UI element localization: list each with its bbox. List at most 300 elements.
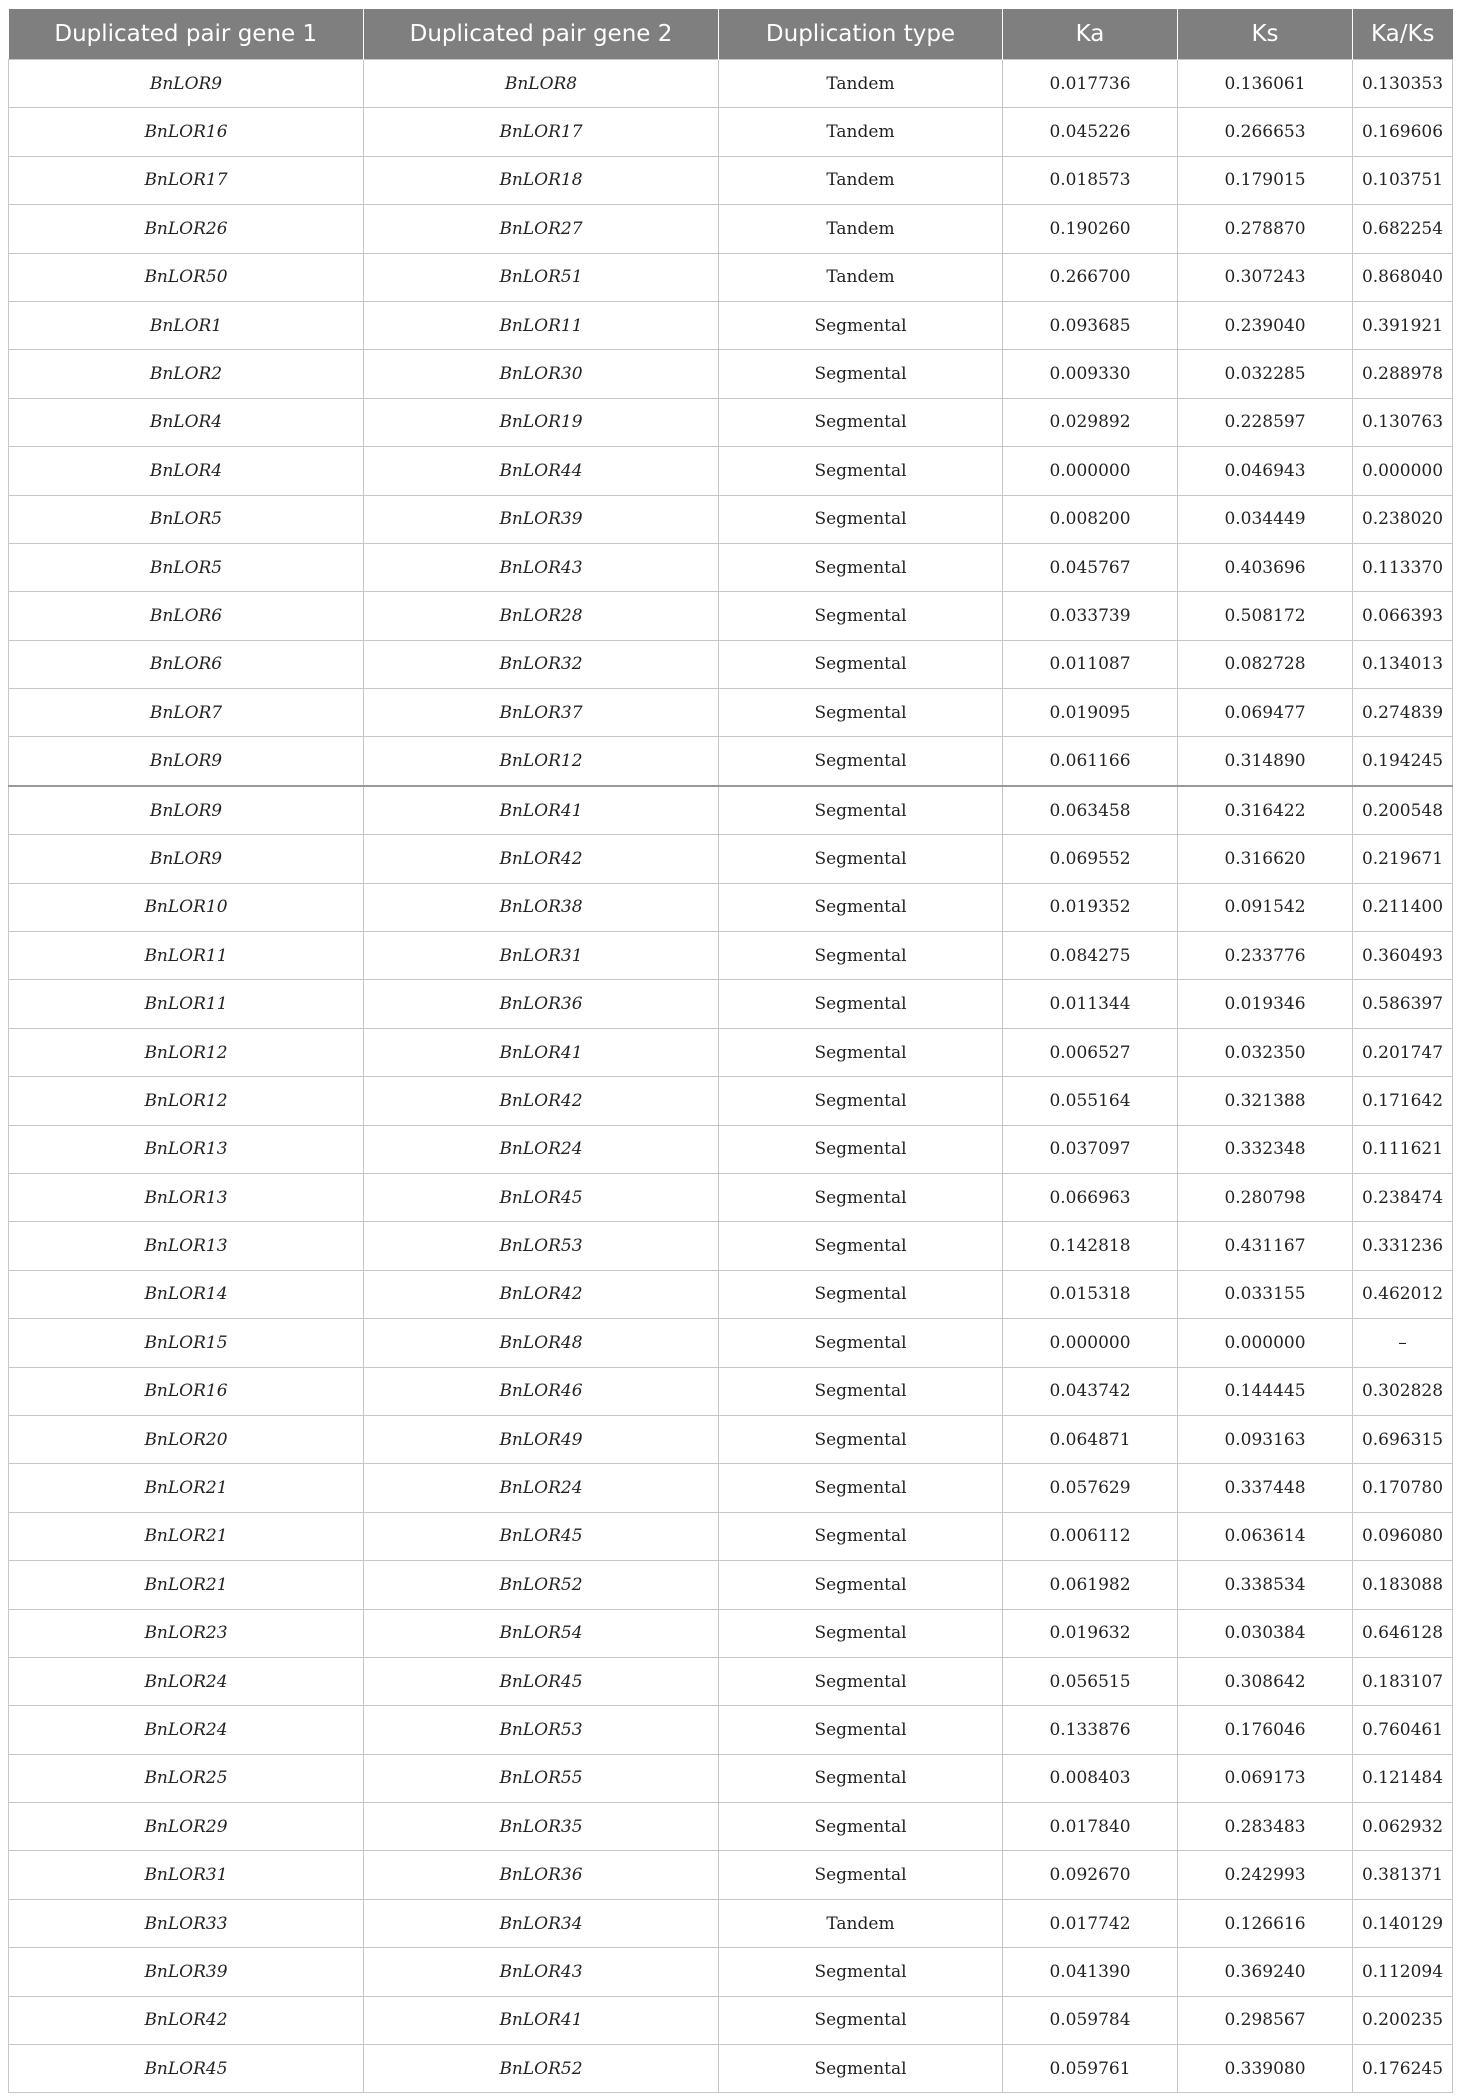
ka-cell: 0.015318 xyxy=(1003,1270,1178,1318)
table-row xyxy=(9,1367,1453,1415)
gene-2-cell: BnLOR48 xyxy=(364,1319,719,1367)
ks-cell: 0.046943 xyxy=(1178,447,1353,495)
ka-ks-cell: 0.066393 xyxy=(1353,592,1453,640)
gene-2-cell: BnLOR24 xyxy=(364,1125,719,1173)
ka-ks-cell: 0.121484 xyxy=(1353,1754,1453,1802)
duplication-type-cell: Segmental xyxy=(719,1270,1003,1318)
table-row xyxy=(9,980,1453,1028)
gene-1-cell: BnLOR10 xyxy=(9,883,364,931)
gene-1-cell: BnLOR42 xyxy=(9,1996,364,2044)
ka-ks-cell: 0.096080 xyxy=(1353,1512,1453,1560)
gene-2-cell: BnLOR53 xyxy=(364,1222,719,1270)
gene-2-cell: BnLOR49 xyxy=(364,1415,719,1463)
table-row xyxy=(9,1899,1453,1947)
ka-ks-cell: 0.140129 xyxy=(1353,1899,1453,1947)
ka-cell: 0.142818 xyxy=(1003,1222,1178,1270)
table-row xyxy=(9,1754,1453,1802)
ka-cell: 0.000000 xyxy=(1003,1319,1178,1367)
gene-2-cell: BnLOR41 xyxy=(364,1028,719,1076)
duplication-type-cell: Segmental xyxy=(719,1948,1003,1996)
gene-2-cell: BnLOR52 xyxy=(364,2045,719,2093)
table-row xyxy=(9,108,1453,156)
ka-cell: 0.061166 xyxy=(1003,737,1178,786)
duplication-type-cell: Segmental xyxy=(719,640,1003,688)
ka-ks-cell: 0.062932 xyxy=(1353,1803,1453,1851)
gene-2-cell: BnLOR27 xyxy=(364,205,719,253)
ka-ks-cell: 0.360493 xyxy=(1353,932,1453,980)
duplication-type-cell: Segmental xyxy=(719,1996,1003,2044)
table-row xyxy=(9,689,1453,737)
duplication-type-cell: Segmental xyxy=(719,737,1003,786)
gene-2-cell: BnLOR46 xyxy=(364,1367,719,1415)
ks-cell: 0.316422 xyxy=(1178,786,1353,835)
ka-cell: 0.019352 xyxy=(1003,883,1178,931)
ka-ks-cell: 0.274839 xyxy=(1353,689,1453,737)
ka-cell: 0.008403 xyxy=(1003,1754,1178,1802)
table-row xyxy=(9,1319,1453,1367)
ks-cell: 0.034449 xyxy=(1178,495,1353,543)
gene-2-cell: BnLOR11 xyxy=(364,301,719,349)
header-ks: Ks xyxy=(1178,9,1353,60)
table-row xyxy=(9,640,1453,688)
gene-1-cell: BnLOR5 xyxy=(9,495,364,543)
table-row xyxy=(9,60,1453,108)
duplication-type-cell: Segmental xyxy=(719,1609,1003,1657)
duplication-type-cell: Segmental xyxy=(719,1512,1003,1560)
duplication-type-cell: Segmental xyxy=(719,1367,1003,1415)
ka-ks-cell: 0.646128 xyxy=(1353,1609,1453,1657)
table-row xyxy=(9,737,1453,786)
table-row xyxy=(9,1028,1453,1076)
gene-1-cell: BnLOR11 xyxy=(9,980,364,1028)
ka-cell: 0.084275 xyxy=(1003,932,1178,980)
duplication-type-cell: Tandem xyxy=(719,205,1003,253)
ka-ks-cell: 0.238020 xyxy=(1353,495,1453,543)
gene-1-cell: BnLOR50 xyxy=(9,253,364,301)
ks-cell: 0.093163 xyxy=(1178,1415,1353,1463)
gene-2-cell: BnLOR35 xyxy=(364,1803,719,1851)
ka-cell: 0.069552 xyxy=(1003,835,1178,883)
duplication-type-cell: Segmental xyxy=(719,1415,1003,1463)
ks-cell: 0.030384 xyxy=(1178,1609,1353,1657)
table-row xyxy=(9,1270,1453,1318)
duplication-type-cell: Segmental xyxy=(719,2045,1003,2093)
ka-cell: 0.019632 xyxy=(1003,1609,1178,1657)
ka-cell: 0.029892 xyxy=(1003,398,1178,446)
duplication-type-cell: Segmental xyxy=(719,835,1003,883)
ks-cell: 0.337448 xyxy=(1178,1464,1353,1512)
gene-2-cell: BnLOR53 xyxy=(364,1706,719,1754)
ks-cell: 0.144445 xyxy=(1178,1367,1353,1415)
table-row xyxy=(9,350,1453,398)
ka-ks-cell: 0.183107 xyxy=(1353,1657,1453,1705)
gene-2-cell: BnLOR45 xyxy=(364,1173,719,1221)
ks-cell: 0.000000 xyxy=(1178,1319,1353,1367)
table-row xyxy=(9,1948,1453,1996)
ks-cell: 0.063614 xyxy=(1178,1512,1353,1560)
table-row xyxy=(9,1609,1453,1657)
ka-cell: 0.006527 xyxy=(1003,1028,1178,1076)
duplication-type-cell: Segmental xyxy=(719,592,1003,640)
ka-ks-cell: 0.696315 xyxy=(1353,1415,1453,1463)
table-row xyxy=(9,1996,1453,2044)
gene-1-cell: BnLOR9 xyxy=(9,737,364,786)
ks-cell: 0.321388 xyxy=(1178,1077,1353,1125)
duplication-type-cell: Segmental xyxy=(719,1803,1003,1851)
ks-cell: 0.338534 xyxy=(1178,1561,1353,1609)
duplication-type-cell: Segmental xyxy=(719,1561,1003,1609)
duplication-type-cell: Segmental xyxy=(719,1754,1003,1802)
table-row xyxy=(9,883,1453,931)
gene-2-cell: BnLOR52 xyxy=(364,1561,719,1609)
gene-2-cell: BnLOR8 xyxy=(364,60,719,108)
ka-cell: 0.055164 xyxy=(1003,1077,1178,1125)
gene-2-cell: BnLOR41 xyxy=(364,786,719,835)
table-row xyxy=(9,1657,1453,1705)
gene-2-cell: BnLOR38 xyxy=(364,883,719,931)
ks-cell: 0.278870 xyxy=(1178,205,1353,253)
gene-1-cell: BnLOR20 xyxy=(9,1415,364,1463)
ks-cell: 0.069477 xyxy=(1178,689,1353,737)
ka-cell: 0.057629 xyxy=(1003,1464,1178,1512)
gene-1-cell: BnLOR45 xyxy=(9,2045,364,2093)
gene-2-cell: BnLOR41 xyxy=(364,1996,719,2044)
gene-2-cell: BnLOR37 xyxy=(364,689,719,737)
ks-cell: 0.176046 xyxy=(1178,1706,1353,1754)
duplication-type-cell: Segmental xyxy=(719,1125,1003,1173)
gene-2-cell: BnLOR54 xyxy=(364,1609,719,1657)
ka-ks-cell: 0.462012 xyxy=(1353,1270,1453,1318)
gene-1-cell: BnLOR29 xyxy=(9,1803,364,1851)
gene-1-cell: BnLOR14 xyxy=(9,1270,364,1318)
ks-cell: 0.308642 xyxy=(1178,1657,1353,1705)
duplication-type-cell: Segmental xyxy=(719,980,1003,1028)
duplication-type-cell: Tandem xyxy=(719,108,1003,156)
ka-ks-cell: 0.111621 xyxy=(1353,1125,1453,1173)
gene-2-cell: BnLOR31 xyxy=(364,932,719,980)
ka-ks-cell: 0.331236 xyxy=(1353,1222,1453,1270)
ka-cell: 0.133876 xyxy=(1003,1706,1178,1754)
gene-1-cell: BnLOR16 xyxy=(9,1367,364,1415)
gene-2-cell: BnLOR36 xyxy=(364,1851,719,1899)
gene-2-cell: BnLOR36 xyxy=(364,980,719,1028)
gene-2-cell: BnLOR43 xyxy=(364,1948,719,1996)
gene-2-cell: BnLOR42 xyxy=(364,835,719,883)
gene-1-cell: BnLOR7 xyxy=(9,689,364,737)
gene-2-cell: BnLOR18 xyxy=(364,156,719,204)
ks-cell: 0.082728 xyxy=(1178,640,1353,688)
ks-cell: 0.316620 xyxy=(1178,835,1353,883)
gene-1-cell: BnLOR12 xyxy=(9,1028,364,1076)
gene-1-cell: BnLOR39 xyxy=(9,1948,364,1996)
gene-2-cell: BnLOR12 xyxy=(364,737,719,786)
gene-2-cell: BnLOR17 xyxy=(364,108,719,156)
duplication-type-cell: Segmental xyxy=(719,1173,1003,1221)
table-row xyxy=(9,543,1453,591)
duplication-type-cell: Tandem xyxy=(719,156,1003,204)
table-row xyxy=(9,253,1453,301)
ka-cell: 0.266700 xyxy=(1003,253,1178,301)
header-ka-ks: Ka/Ks xyxy=(1353,9,1453,60)
ka-cell: 0.093685 xyxy=(1003,301,1178,349)
gene-2-cell: BnLOR32 xyxy=(364,640,719,688)
duplication-type-cell: Tandem xyxy=(719,1899,1003,1947)
ka-cell: 0.041390 xyxy=(1003,1948,1178,1996)
ka-cell: 0.037097 xyxy=(1003,1125,1178,1173)
table-header xyxy=(9,9,1453,60)
duplication-table xyxy=(8,9,1453,2093)
ka-ks-cell: 0.586397 xyxy=(1353,980,1453,1028)
ks-cell: 0.283483 xyxy=(1178,1803,1353,1851)
ks-cell: 0.032350 xyxy=(1178,1028,1353,1076)
ka-ks-cell: 0.171642 xyxy=(1353,1077,1453,1125)
gene-2-cell: BnLOR42 xyxy=(364,1270,719,1318)
ka-ks-cell: 0.201747 xyxy=(1353,1028,1453,1076)
ka-ks-cell: 0.194245 xyxy=(1353,737,1453,786)
table-row xyxy=(9,495,1453,543)
gene-2-cell: BnLOR39 xyxy=(364,495,719,543)
ka-cell: 0.066963 xyxy=(1003,1173,1178,1221)
table-row xyxy=(9,1803,1453,1851)
gene-2-cell: BnLOR19 xyxy=(364,398,719,446)
header-gene-1: Duplicated pair gene 1 xyxy=(9,9,364,60)
gene-2-cell: BnLOR45 xyxy=(364,1657,719,1705)
ks-cell: 0.339080 xyxy=(1178,2045,1353,2093)
header-gene-2: Duplicated pair gene 2 xyxy=(364,9,719,60)
ka-ks-cell: 0.200548 xyxy=(1353,786,1453,835)
ka-ks-cell: 0.238474 xyxy=(1353,1173,1453,1221)
duplication-type-cell: Segmental xyxy=(719,689,1003,737)
ka-ks-cell: 0.288978 xyxy=(1353,350,1453,398)
ka-ks-cell: 0.134013 xyxy=(1353,640,1453,688)
ka-cell: 0.059784 xyxy=(1003,1996,1178,2044)
ks-cell: 0.314890 xyxy=(1178,737,1353,786)
ka-cell: 0.006112 xyxy=(1003,1512,1178,1560)
ka-ks-cell: 0.183088 xyxy=(1353,1561,1453,1609)
ka-ks-cell: 0.868040 xyxy=(1353,253,1453,301)
gene-1-cell: BnLOR24 xyxy=(9,1706,364,1754)
duplication-type-cell: Segmental xyxy=(719,1028,1003,1076)
gene-2-cell: BnLOR30 xyxy=(364,350,719,398)
ka-ks-cell: 0.170780 xyxy=(1353,1464,1453,1512)
gene-1-cell: BnLOR4 xyxy=(9,398,364,446)
duplication-type-cell: Segmental xyxy=(719,398,1003,446)
gene-1-cell: BnLOR17 xyxy=(9,156,364,204)
gene-1-cell: BnLOR13 xyxy=(9,1125,364,1173)
gene-2-cell: BnLOR42 xyxy=(364,1077,719,1125)
ks-cell: 0.307243 xyxy=(1178,253,1353,301)
gene-1-cell: BnLOR33 xyxy=(9,1899,364,1947)
ka-cell: 0.061982 xyxy=(1003,1561,1178,1609)
gene-1-cell: BnLOR31 xyxy=(9,1851,364,1899)
table-row xyxy=(9,156,1453,204)
table-row xyxy=(9,1222,1453,1270)
ks-cell: 0.242993 xyxy=(1178,1851,1353,1899)
gene-2-cell: BnLOR55 xyxy=(364,1754,719,1802)
ka-cell: 0.009330 xyxy=(1003,350,1178,398)
ka-cell: 0.033739 xyxy=(1003,592,1178,640)
ka-ks-cell: 0.302828 xyxy=(1353,1367,1453,1415)
ka-ks-cell: 0.103751 xyxy=(1353,156,1453,204)
duplication-type-cell: Tandem xyxy=(719,60,1003,108)
ks-cell: 0.032285 xyxy=(1178,350,1353,398)
ka-cell: 0.018573 xyxy=(1003,156,1178,204)
ka-ks-cell: 0.381371 xyxy=(1353,1851,1453,1899)
duplication-type-cell: Segmental xyxy=(719,447,1003,495)
gene-1-cell: BnLOR16 xyxy=(9,108,364,156)
gene-1-cell: BnLOR15 xyxy=(9,1319,364,1367)
duplication-type-cell: Segmental xyxy=(719,883,1003,931)
ka-cell: 0.045226 xyxy=(1003,108,1178,156)
table-row xyxy=(9,835,1453,883)
gene-1-cell: BnLOR21 xyxy=(9,1561,364,1609)
gene-1-cell: BnLOR11 xyxy=(9,932,364,980)
ks-cell: 0.280798 xyxy=(1178,1173,1353,1221)
ks-cell: 0.033155 xyxy=(1178,1270,1353,1318)
ks-cell: 0.431167 xyxy=(1178,1222,1353,1270)
table-row xyxy=(9,1706,1453,1754)
gene-1-cell: BnLOR2 xyxy=(9,350,364,398)
ks-cell: 0.091542 xyxy=(1178,883,1353,931)
table-row xyxy=(9,1561,1453,1609)
header-ka: Ka xyxy=(1003,9,1178,60)
ka-ks-cell: – xyxy=(1353,1319,1453,1367)
table-row xyxy=(9,932,1453,980)
duplication-type-cell: Tandem xyxy=(719,253,1003,301)
gene-2-cell: BnLOR51 xyxy=(364,253,719,301)
gene-1-cell: BnLOR21 xyxy=(9,1464,364,1512)
duplication-type-cell: Segmental xyxy=(719,350,1003,398)
ka-ks-cell: 0.211400 xyxy=(1353,883,1453,931)
ks-cell: 0.233776 xyxy=(1178,932,1353,980)
ka-ks-cell: 0.682254 xyxy=(1353,205,1453,253)
ka-cell: 0.017736 xyxy=(1003,60,1178,108)
ks-cell: 0.126616 xyxy=(1178,1899,1353,1947)
gene-1-cell: BnLOR9 xyxy=(9,786,364,835)
gene-1-cell: BnLOR12 xyxy=(9,1077,364,1125)
table-row xyxy=(9,592,1453,640)
ka-ks-cell: 0.112094 xyxy=(1353,1948,1453,1996)
header-row xyxy=(9,9,1453,60)
ka-cell: 0.000000 xyxy=(1003,447,1178,495)
gene-1-cell: BnLOR13 xyxy=(9,1173,364,1221)
gene-1-cell: BnLOR1 xyxy=(9,301,364,349)
duplication-type-cell: Segmental xyxy=(719,1222,1003,1270)
ka-ks-cell: 0.000000 xyxy=(1353,447,1453,495)
table-row xyxy=(9,1512,1453,1560)
ka-ks-cell: 0.200235 xyxy=(1353,1996,1453,2044)
duplication-type-cell: Segmental xyxy=(719,301,1003,349)
table-row xyxy=(9,205,1453,253)
duplication-type-cell: Segmental xyxy=(719,1851,1003,1899)
duplication-type-cell: Segmental xyxy=(719,1464,1003,1512)
ks-cell: 0.069173 xyxy=(1178,1754,1353,1802)
duplication-type-cell: Segmental xyxy=(719,932,1003,980)
table-row xyxy=(9,1077,1453,1125)
table-row xyxy=(9,301,1453,349)
table-row xyxy=(9,1125,1453,1173)
ka-cell: 0.092670 xyxy=(1003,1851,1178,1899)
ka-cell: 0.017840 xyxy=(1003,1803,1178,1851)
gene-1-cell: BnLOR4 xyxy=(9,447,364,495)
table-row xyxy=(9,786,1453,835)
ka-cell: 0.056515 xyxy=(1003,1657,1178,1705)
table-row xyxy=(9,1851,1453,1899)
ks-cell: 0.298567 xyxy=(1178,1996,1353,2044)
ka-cell: 0.019095 xyxy=(1003,689,1178,737)
gene-2-cell: BnLOR34 xyxy=(364,1899,719,1947)
gene-2-cell: BnLOR28 xyxy=(364,592,719,640)
ks-cell: 0.228597 xyxy=(1178,398,1353,446)
ks-cell: 0.179015 xyxy=(1178,156,1353,204)
table-body xyxy=(9,60,1453,2093)
ks-cell: 0.508172 xyxy=(1178,592,1353,640)
ks-cell: 0.019346 xyxy=(1178,980,1353,1028)
ka-cell: 0.011344 xyxy=(1003,980,1178,1028)
ka-cell: 0.064871 xyxy=(1003,1415,1178,1463)
ka-cell: 0.011087 xyxy=(1003,640,1178,688)
ka-cell: 0.059761 xyxy=(1003,2045,1178,2093)
ka-cell: 0.045767 xyxy=(1003,543,1178,591)
duplication-type-cell: Segmental xyxy=(719,495,1003,543)
ka-ks-cell: 0.130763 xyxy=(1353,398,1453,446)
ks-cell: 0.239040 xyxy=(1178,301,1353,349)
gene-1-cell: BnLOR5 xyxy=(9,543,364,591)
ka-ks-cell: 0.219671 xyxy=(1353,835,1453,883)
ka-ks-cell: 0.760461 xyxy=(1353,1706,1453,1754)
gene-1-cell: BnLOR21 xyxy=(9,1512,364,1560)
duplication-type-cell: Segmental xyxy=(719,1077,1003,1125)
gene-2-cell: BnLOR44 xyxy=(364,447,719,495)
ks-cell: 0.369240 xyxy=(1178,1948,1353,1996)
table-row xyxy=(9,2045,1453,2093)
table-row xyxy=(9,447,1453,495)
duplication-type-cell: Segmental xyxy=(719,1319,1003,1367)
ka-ks-cell: 0.176245 xyxy=(1353,2045,1453,2093)
table-container xyxy=(8,9,1452,2093)
gene-1-cell: BnLOR13 xyxy=(9,1222,364,1270)
gene-1-cell: BnLOR23 xyxy=(9,1609,364,1657)
table-row xyxy=(9,1173,1453,1221)
ka-cell: 0.017742 xyxy=(1003,1899,1178,1947)
gene-1-cell: BnLOR9 xyxy=(9,60,364,108)
duplication-type-cell: Segmental xyxy=(719,1657,1003,1705)
ks-cell: 0.332348 xyxy=(1178,1125,1353,1173)
table-row xyxy=(9,1415,1453,1463)
table-row xyxy=(9,1464,1453,1512)
ka-ks-cell: 0.130353 xyxy=(1353,60,1453,108)
gene-1-cell: BnLOR24 xyxy=(9,1657,364,1705)
gene-2-cell: BnLOR45 xyxy=(364,1512,719,1560)
gene-2-cell: BnLOR43 xyxy=(364,543,719,591)
ka-cell: 0.190260 xyxy=(1003,205,1178,253)
ka-ks-cell: 0.391921 xyxy=(1353,301,1453,349)
header-duplication-type: Duplication type xyxy=(719,9,1003,60)
gene-1-cell: BnLOR6 xyxy=(9,592,364,640)
ks-cell: 0.266653 xyxy=(1178,108,1353,156)
duplication-type-cell: Segmental xyxy=(719,786,1003,835)
gene-2-cell: BnLOR24 xyxy=(364,1464,719,1512)
duplication-type-cell: Segmental xyxy=(719,543,1003,591)
ka-ks-cell: 0.169606 xyxy=(1353,108,1453,156)
ks-cell: 0.136061 xyxy=(1178,60,1353,108)
ks-cell: 0.403696 xyxy=(1178,543,1353,591)
ka-cell: 0.043742 xyxy=(1003,1367,1178,1415)
ka-ks-cell: 0.113370 xyxy=(1353,543,1453,591)
duplication-type-cell: Segmental xyxy=(719,1706,1003,1754)
gene-1-cell: BnLOR25 xyxy=(9,1754,364,1802)
table-row xyxy=(9,398,1453,446)
